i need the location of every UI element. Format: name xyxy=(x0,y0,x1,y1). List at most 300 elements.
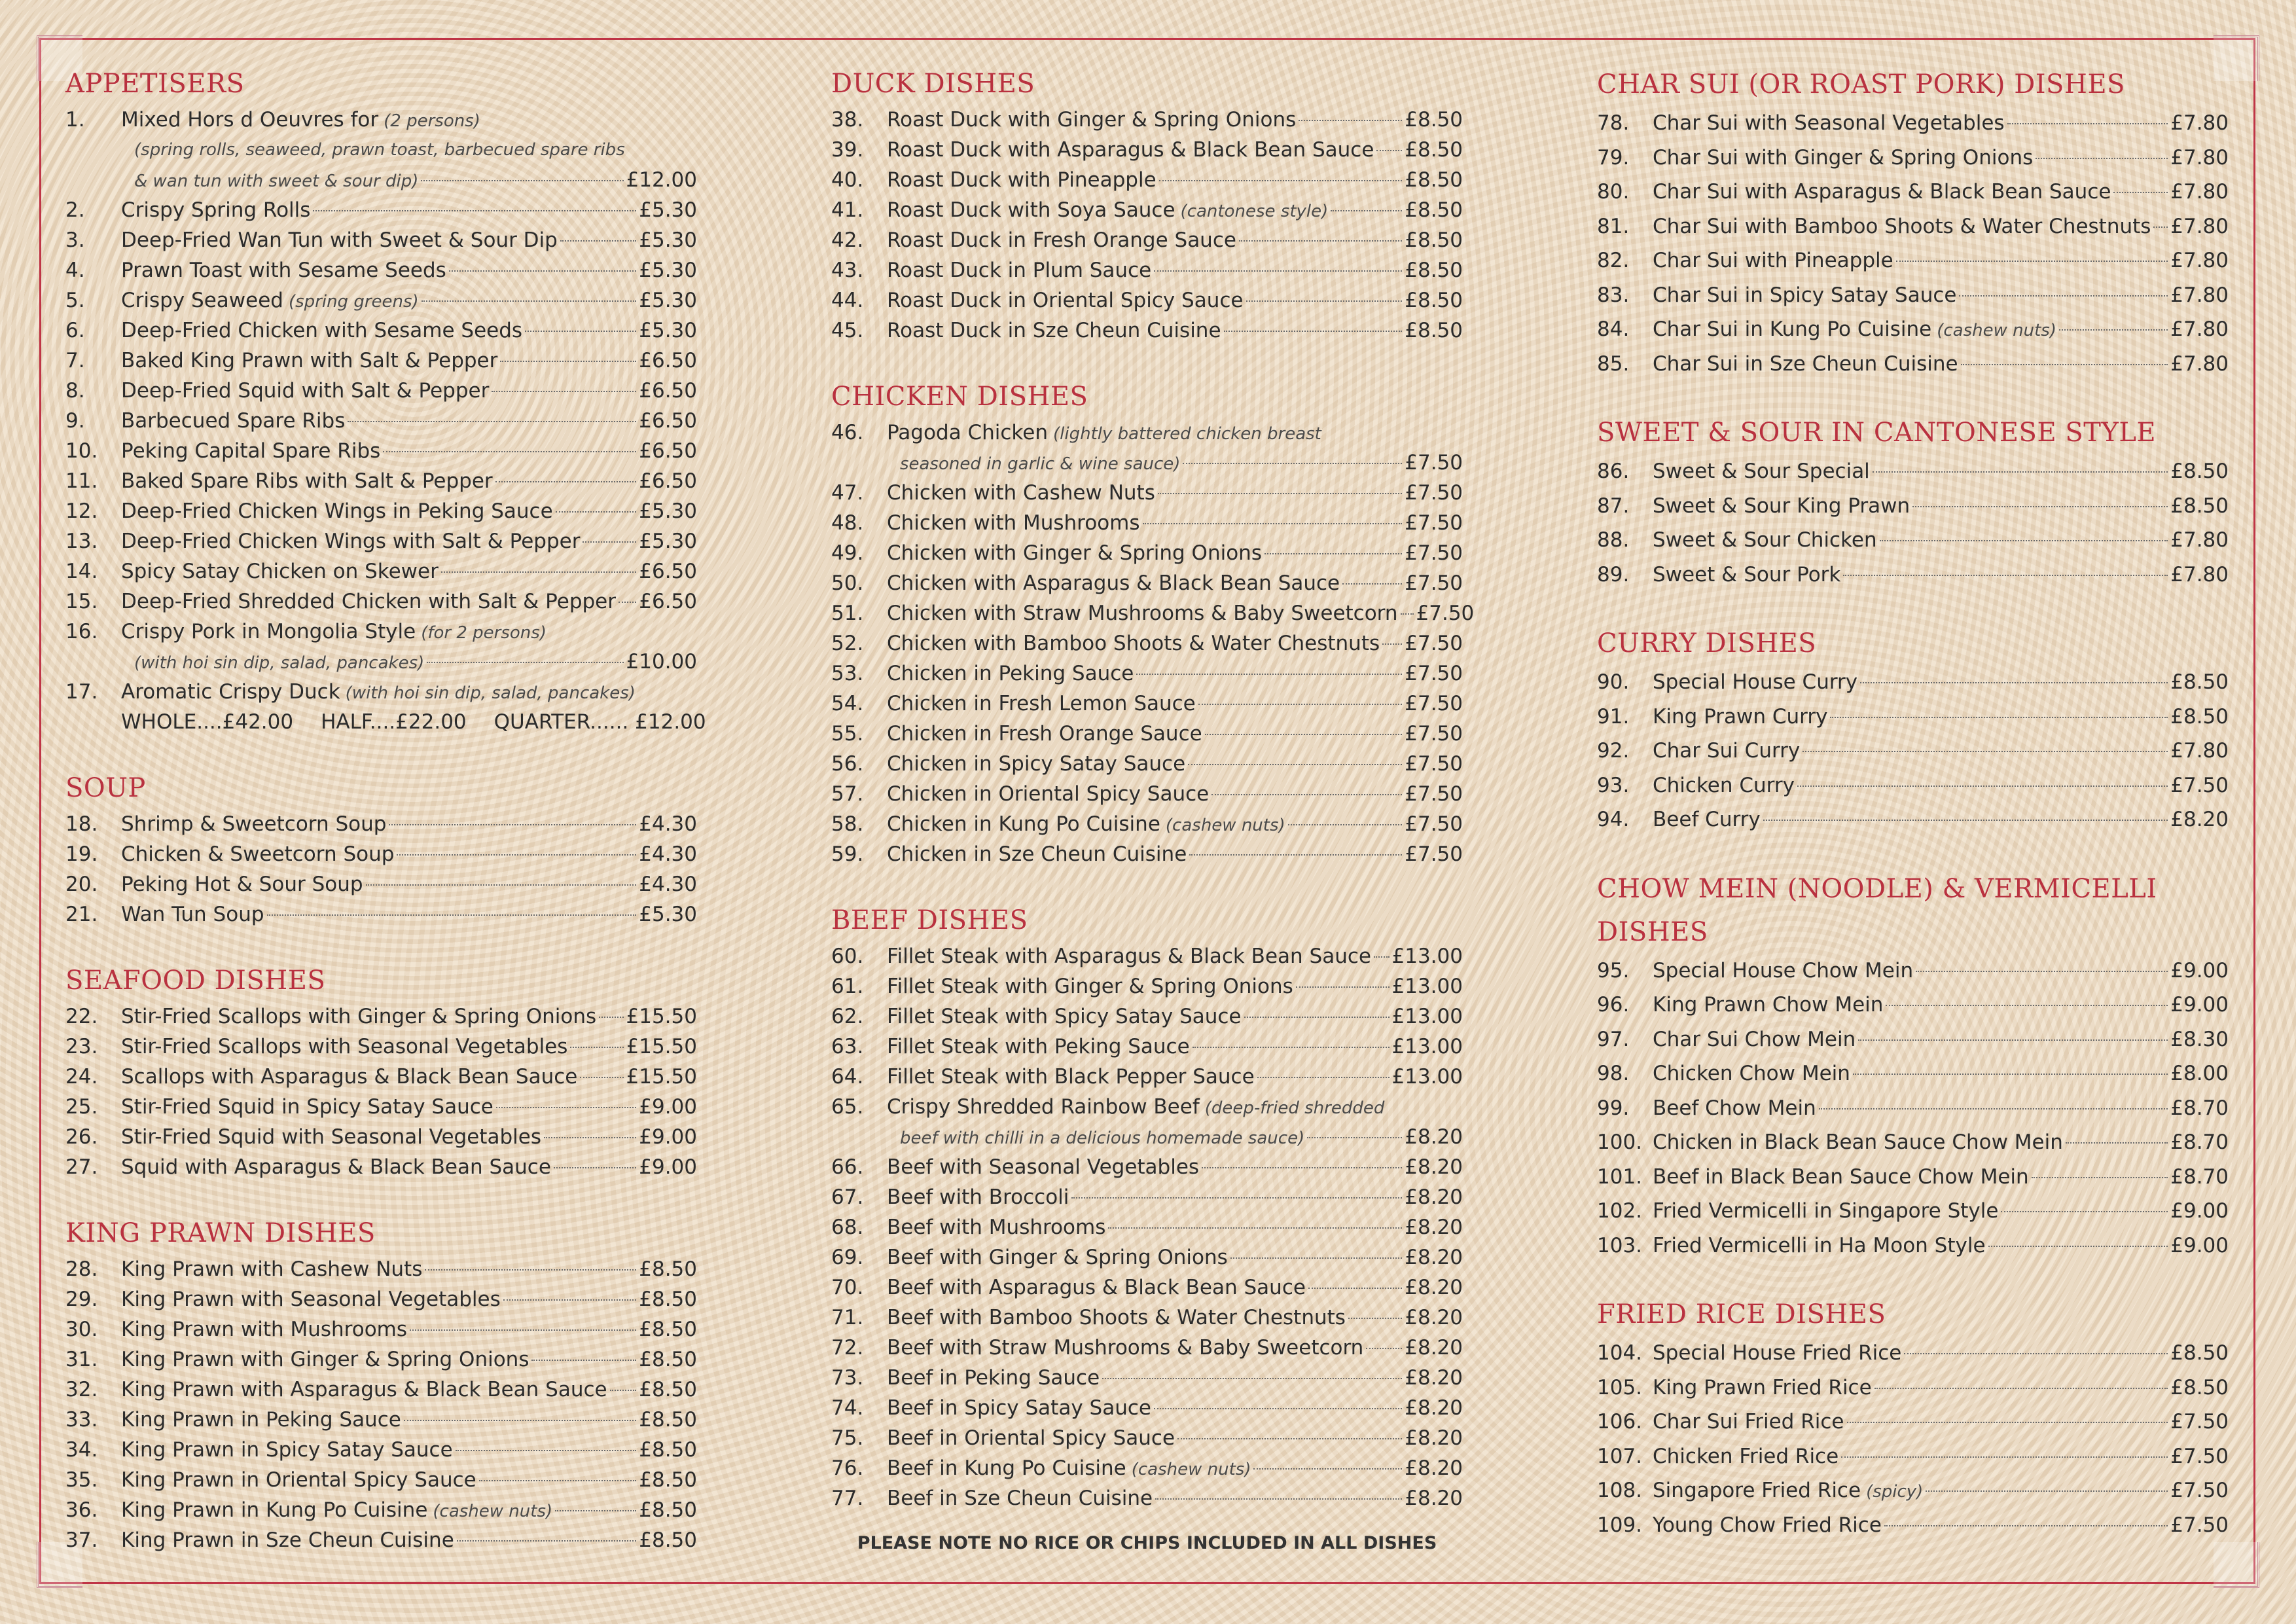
item-number: 11. xyxy=(65,469,98,493)
menu-item xyxy=(831,1242,1463,1272)
item-price: £7.50 xyxy=(1405,451,1463,475)
item-name: Beef in Spicy Satay Sauce xyxy=(887,1396,1151,1420)
menu-item xyxy=(1597,1125,2229,1160)
item-name: Beef Chow Mein xyxy=(1653,1096,1816,1120)
item-price: £8.50 xyxy=(639,1288,697,1311)
dot-leader xyxy=(366,884,637,886)
item-price: £8.50 xyxy=(2170,460,2229,483)
item-price: £7.50 xyxy=(1405,632,1463,655)
item-number: 62. xyxy=(831,1005,864,1028)
item-name: Chicken in Spicy Satay Sauce xyxy=(887,752,1186,776)
menu-item xyxy=(831,1152,1463,1182)
menu-item xyxy=(65,586,697,617)
item-price: £8.20 xyxy=(1405,1306,1463,1329)
item-description-text: (spring rolls, seaweed, prawn toast, barbecued spare ribs xyxy=(134,140,625,160)
item-name: Chicken with Ginger & Spring Onions xyxy=(887,541,1262,565)
dot-leader xyxy=(500,361,636,362)
item-number: 39. xyxy=(831,138,864,162)
dot-leader xyxy=(1246,300,1403,302)
menu-item xyxy=(831,195,1463,225)
item-price: £8.50 xyxy=(1405,138,1463,162)
menu-column-1 xyxy=(65,63,706,1585)
item-note: (with hoi sin dip, salad, pancakes) xyxy=(345,683,636,703)
menu-item xyxy=(65,869,697,899)
item-price: £8.50 xyxy=(1405,289,1463,312)
item-number: 25. xyxy=(65,1095,98,1119)
item-price: £8.20 xyxy=(1405,1426,1463,1450)
item-number: 7. xyxy=(65,349,85,372)
menu-item xyxy=(65,1495,697,1525)
dot-leader xyxy=(1374,956,1390,958)
menu-item xyxy=(831,659,1463,689)
item-price: £8.20 xyxy=(1405,1487,1463,1510)
menu-item xyxy=(65,105,697,135)
menu-item xyxy=(1597,1508,2229,1543)
item-price: £9.00 xyxy=(639,1095,697,1119)
item-number: 109. xyxy=(1597,1513,1643,1537)
item-name: Chicken Fried Rice xyxy=(1653,1444,1839,1468)
item-number: 43. xyxy=(831,259,864,282)
item-price: £8.50 xyxy=(639,1348,697,1371)
section-title: APPETISERS xyxy=(65,69,245,99)
item-name: Chicken & Sweetcorn Soup xyxy=(121,842,395,866)
item-price: £8.70 xyxy=(2170,1096,2229,1120)
dot-leader xyxy=(525,331,636,332)
item-price: £5.30 xyxy=(639,530,697,553)
item-name: Char Sui in Sze Cheun Cuisine xyxy=(1653,352,1958,376)
item-price: £9.00 xyxy=(639,1155,697,1179)
dot-leader xyxy=(1926,1490,2168,1492)
item-price: £8.20 xyxy=(1405,1366,1463,1390)
item-name: Peking Hot & Sour Soup xyxy=(121,873,363,896)
item-number: 41. xyxy=(831,198,864,222)
menu-item xyxy=(65,1092,697,1122)
dot-leader xyxy=(1239,240,1402,242)
dot-leader xyxy=(1177,1438,1402,1439)
item-name: Barbecued Spare Ribs xyxy=(121,409,346,433)
item-price: £6.50 xyxy=(639,349,697,372)
item-price: £5.30 xyxy=(639,289,697,312)
item-number: 69. xyxy=(831,1246,864,1269)
item-number: 67. xyxy=(831,1185,864,1209)
item-price: £8.50 xyxy=(639,1438,697,1462)
item-name: Fried Vermicelli in Ha Moon Style xyxy=(1653,1233,1986,1257)
menu-item xyxy=(831,1483,1463,1513)
menu-section xyxy=(65,767,697,929)
item-price: £8.20 xyxy=(1405,1276,1463,1299)
item-number: 71. xyxy=(831,1306,864,1329)
item-number: 22. xyxy=(65,1005,98,1028)
item-name: Chicken in Fresh Lemon Sauce xyxy=(887,692,1196,715)
item-price: £6.50 xyxy=(639,560,697,583)
menu-item xyxy=(1597,803,2229,837)
menu-item xyxy=(831,225,1463,255)
item-price: £8.50 xyxy=(1405,108,1463,132)
dot-leader xyxy=(1307,1137,1402,1138)
item-price: £9.00 xyxy=(2170,993,2229,1017)
item-number: 1. xyxy=(65,108,85,132)
item-name: Roast Duck in Fresh Orange Sauce xyxy=(887,228,1236,252)
item-number: 44. xyxy=(831,289,864,312)
item-name: Baked King Prawn with Salt & Pepper xyxy=(121,349,498,372)
menu-item xyxy=(1597,665,2229,700)
menu-item xyxy=(1597,1336,2229,1371)
portion-price: HALF....£22.00 xyxy=(321,710,467,734)
item-name: Fillet Steak with Peking Sauce xyxy=(887,1035,1190,1058)
menu-item xyxy=(1597,734,2229,768)
item-name: Char Sui with Pineapple xyxy=(1653,249,1893,272)
item-name: Chicken with Bamboo Shoots & Water Chestnuts xyxy=(887,632,1380,655)
menu-item xyxy=(1597,954,2229,988)
item-name: Deep-Fried Chicken Wings in Peking Sauce xyxy=(121,499,553,523)
menu-item xyxy=(831,165,1463,195)
item-name: Roast Duck in Oriental Spicy Sauce xyxy=(887,289,1244,312)
item-name: Chicken in Oriental Spicy Sauce xyxy=(887,782,1210,806)
menu-item xyxy=(831,285,1463,316)
item-name: Beef with Ginger & Spring Onions xyxy=(887,1246,1228,1269)
item-note: (cashew nuts) xyxy=(433,1502,553,1521)
menu-item xyxy=(831,1212,1463,1242)
item-name: King Prawn in Spicy Satay Sauce xyxy=(121,1438,453,1462)
dot-leader xyxy=(1244,1017,1390,1018)
menu-item xyxy=(1597,523,2229,558)
menu-item xyxy=(65,556,697,586)
item-number: 38. xyxy=(831,108,864,132)
dot-leader xyxy=(555,1510,636,1511)
item-name: Pagoda Chicken xyxy=(887,421,1048,444)
item-note: (spicy) xyxy=(1866,1482,1924,1502)
dot-leader xyxy=(1159,180,1403,181)
item-note: (cashew nuts) xyxy=(1165,816,1285,835)
item-number: 24. xyxy=(65,1065,98,1089)
item-number: 83. xyxy=(1597,283,1630,307)
menu-item xyxy=(65,677,697,707)
item-note: (lightly battered chicken breast xyxy=(1053,424,1321,444)
menu-item xyxy=(1597,244,2229,278)
item-number: 84. xyxy=(1597,317,1630,341)
item-name: Chicken with Mushrooms xyxy=(887,511,1140,535)
menu-item xyxy=(65,285,697,316)
menu-item xyxy=(1597,454,2229,489)
item-number: 53. xyxy=(831,662,864,685)
dot-leader xyxy=(544,1137,636,1138)
item-name: Special House Fried Rice xyxy=(1653,1341,1902,1365)
item-name: Deep-Fried Shredded Chicken with Salt & Pepper xyxy=(121,590,616,613)
item-price: £15.50 xyxy=(626,1065,697,1089)
menu-item xyxy=(831,478,1463,508)
item-price: £8.20 xyxy=(1405,1125,1463,1149)
item-price: £13.00 xyxy=(1391,945,1463,968)
menu-item xyxy=(831,809,1463,839)
item-price: £7.50 xyxy=(1405,541,1463,565)
item-number: 85. xyxy=(1597,352,1630,376)
menu-item xyxy=(65,1525,697,1555)
item-name: King Prawn Curry xyxy=(1653,704,1828,729)
item-description-text: (with hoi sin dip, salad, pancakes) xyxy=(134,653,425,673)
menu-item xyxy=(65,1314,697,1344)
menu-section xyxy=(65,1212,697,1555)
item-number: 47. xyxy=(831,481,864,505)
item-price: £8.50 xyxy=(1405,319,1463,342)
item-number: 92. xyxy=(1597,739,1630,763)
menu-item xyxy=(65,1032,697,1062)
dot-leader xyxy=(267,914,637,916)
item-price: £9.00 xyxy=(2170,958,2229,983)
item-number: 54. xyxy=(831,692,864,715)
item-number: 16. xyxy=(65,620,98,643)
item-number: 73. xyxy=(831,1366,864,1390)
item-price: £6.50 xyxy=(639,379,697,403)
menu-item xyxy=(65,1122,697,1152)
menu-item xyxy=(831,508,1463,538)
menu-item xyxy=(831,538,1463,568)
item-number: 87. xyxy=(1597,494,1630,518)
dot-leader xyxy=(449,270,636,272)
item-number: 33. xyxy=(65,1408,98,1432)
dot-leader xyxy=(421,180,623,181)
dot-leader xyxy=(1253,1468,1402,1470)
section-title-continued: DISHES xyxy=(1597,916,1708,947)
item-number: 14. xyxy=(65,560,98,583)
item-number: 56. xyxy=(831,752,864,776)
menu-item xyxy=(831,971,1463,1001)
item-number: 95. xyxy=(1597,958,1630,983)
dot-leader xyxy=(1847,1422,2168,1423)
menu-item xyxy=(831,1182,1463,1212)
item-name: Chicken in Fresh Orange Sauce xyxy=(887,722,1202,746)
dot-leader xyxy=(610,1390,637,1391)
item-number: 65. xyxy=(831,1095,864,1119)
item-number: 91. xyxy=(1597,704,1630,729)
dot-leader xyxy=(599,1017,623,1018)
item-name: Deep-Fried Chicken with Sesame Seeds xyxy=(121,319,523,342)
menu-item xyxy=(65,255,697,285)
item-price: £12.00 xyxy=(626,168,697,192)
item-name: Beef with Bamboo Shoots & Water Chestnuts xyxy=(887,1306,1346,1329)
item-price: £13.00 xyxy=(1391,1065,1463,1089)
dot-leader xyxy=(427,662,623,663)
item-number: 30. xyxy=(65,1318,98,1341)
item-number: 27. xyxy=(65,1155,98,1179)
item-price: £7.50 xyxy=(1405,511,1463,535)
item-price: £8.50 xyxy=(1405,228,1463,252)
item-number: 4. xyxy=(65,259,85,282)
item-name: Chicken with Asparagus & Black Bean Sauce xyxy=(887,571,1340,595)
item-price: £8.50 xyxy=(1405,168,1463,192)
item-number: 58. xyxy=(831,812,864,836)
menu-item xyxy=(65,496,697,526)
item-name: Fillet Steak with Ginger & Spring Onions xyxy=(887,975,1293,998)
item-number: 75. xyxy=(831,1426,864,1450)
item-number: 51. xyxy=(831,602,864,625)
item-number: 31. xyxy=(65,1348,98,1371)
menu-item xyxy=(831,1303,1463,1333)
item-name: King Prawn in Kung Po Cuisine xyxy=(121,1498,428,1522)
item-name: Shrimp & Sweetcorn Soup xyxy=(121,812,387,836)
item-description-text: beef with chilli in a delicious homemade sauce) xyxy=(900,1128,1305,1148)
menu-item xyxy=(65,1405,697,1435)
item-price: £10.00 xyxy=(626,650,697,674)
item-note: (spring greens) xyxy=(288,292,419,312)
dot-leader xyxy=(1183,463,1402,464)
dot-leader xyxy=(1136,674,1402,675)
item-price: £6.50 xyxy=(639,409,697,433)
menu-item xyxy=(65,1152,697,1182)
dot-leader xyxy=(1382,643,1402,645)
item-number: 19. xyxy=(65,842,98,866)
item-name: Roast Duck with Soya Sauce xyxy=(887,198,1175,222)
item-number: 101. xyxy=(1597,1164,1643,1189)
dot-leader xyxy=(2007,123,2168,124)
item-price: £8.50 xyxy=(639,1378,697,1401)
dot-leader xyxy=(1830,717,2168,718)
section-title: SEAFOOD DISHES xyxy=(65,965,326,996)
dot-leader xyxy=(554,1167,636,1168)
dot-leader xyxy=(2032,1177,2168,1178)
item-number: 28. xyxy=(65,1257,98,1281)
dot-leader xyxy=(1331,210,1402,211)
dot-leader xyxy=(619,602,636,603)
item-number: 98. xyxy=(1597,1062,1630,1085)
section-title: BEEF DISHES xyxy=(831,905,1028,935)
item-price: £8.50 xyxy=(2170,670,2229,694)
item-number: 97. xyxy=(1597,1027,1630,1051)
menu-item xyxy=(831,568,1463,598)
item-description-text: & wan tun with sweet & sour dip) xyxy=(134,171,419,191)
item-price: £8.50 xyxy=(639,1318,697,1341)
menu-item xyxy=(65,1465,697,1495)
item-name: King Prawn with Cashew Nuts xyxy=(121,1257,423,1281)
menu-item xyxy=(831,719,1463,749)
dot-leader xyxy=(1205,734,1403,735)
item-price: £13.00 xyxy=(1391,1005,1463,1028)
menu-section xyxy=(1597,1293,2229,1542)
item-name: Beef with Broccoli xyxy=(887,1185,1069,1209)
item-name: Aromatic Crispy Duck xyxy=(121,680,340,704)
item-price: £7.50 xyxy=(2170,1410,2229,1434)
item-name: Roast Duck with Asparagus & Black Bean Sauce xyxy=(887,138,1374,162)
item-number: 23. xyxy=(65,1035,98,1058)
menu-item xyxy=(831,105,1463,135)
item-name: Baked Spare Ribs with Salt & Pepper xyxy=(121,469,493,493)
menu-item xyxy=(831,779,1463,809)
section-title: FRIED RICE DISHES xyxy=(1597,1299,1886,1329)
item-name: Char Sui in Spicy Satay Sauce xyxy=(1653,283,1957,307)
dot-leader xyxy=(479,1480,637,1481)
item-name: Sweet & Sour Special xyxy=(1653,460,1870,483)
menu-item xyxy=(1597,1091,2229,1126)
item-name: Chicken Curry xyxy=(1653,773,1795,797)
item-price: £5.30 xyxy=(639,903,697,926)
item-number: 12. xyxy=(65,499,98,523)
dot-leader xyxy=(1230,1257,1402,1259)
dot-leader xyxy=(2066,1142,2168,1144)
item-name: Char Sui with Asparagus & Black Bean Sauce xyxy=(1653,180,2111,204)
item-description xyxy=(65,165,697,195)
dot-leader xyxy=(1904,1353,2168,1354)
item-number: 21. xyxy=(65,903,98,926)
dot-leader xyxy=(425,1269,636,1271)
item-note: (cantonese style) xyxy=(1180,202,1329,221)
item-price: £7.80 xyxy=(2170,214,2229,238)
item-name: Deep-Fried Wan Tun with Sweet & Sour Dip xyxy=(121,228,558,252)
item-price: £8.50 xyxy=(2170,494,2229,518)
menu-item xyxy=(831,1363,1463,1393)
item-name: Beef with Straw Mushrooms & Baby Sweetcorn xyxy=(887,1336,1364,1360)
item-price: £8.20 xyxy=(1405,1456,1463,1480)
dot-leader xyxy=(1912,506,2168,507)
item-number: 37. xyxy=(65,1528,98,1552)
item-name: Char Sui with Ginger & Spring Onions xyxy=(1653,145,2034,170)
item-price: £7.80 xyxy=(2170,528,2229,552)
menu-item xyxy=(831,1453,1463,1483)
item-name: King Prawn with Seasonal Vegetables xyxy=(121,1288,501,1311)
dot-leader xyxy=(1803,751,2168,752)
menu-item xyxy=(65,1001,697,1032)
menu-item xyxy=(65,406,697,436)
item-description-text: seasoned in garlic & wine sauce) xyxy=(900,454,1181,474)
menu-item xyxy=(65,316,697,346)
item-price: £8.50 xyxy=(1405,259,1463,282)
dot-leader xyxy=(1108,1227,1402,1229)
item-name: King Prawn with Asparagus & Black Bean Sauce xyxy=(121,1378,607,1401)
menu-item xyxy=(1597,141,2229,175)
menu-item xyxy=(831,135,1463,165)
item-price: £5.30 xyxy=(639,198,697,222)
dot-leader xyxy=(1959,295,2168,297)
item-price: £9.00 xyxy=(639,1125,697,1149)
menu-item xyxy=(831,418,1463,448)
item-number: 55. xyxy=(831,722,864,746)
item-price: £15.50 xyxy=(626,1035,697,1058)
item-price: £6.50 xyxy=(639,439,697,463)
item-price: £7.80 xyxy=(2170,739,2229,763)
item-number: 40. xyxy=(831,168,864,192)
item-number: 57. xyxy=(831,782,864,806)
item-name: Roast Duck in Plum Sauce xyxy=(887,259,1152,282)
item-number: 99. xyxy=(1597,1096,1630,1120)
menu-item xyxy=(831,1032,1463,1062)
menu-item xyxy=(65,1284,697,1314)
dot-leader xyxy=(1763,820,2168,821)
item-number: 93. xyxy=(1597,773,1630,797)
menu-section xyxy=(1597,411,2229,592)
dot-leader xyxy=(1224,331,1403,332)
menu-item xyxy=(1597,278,2229,313)
item-note: (deep-fried shredded xyxy=(1204,1098,1385,1118)
item-price: £8.50 xyxy=(2170,1375,2229,1399)
dot-leader xyxy=(1154,270,1402,272)
item-name: Char Sui with Seasonal Vegetables xyxy=(1653,111,2005,135)
item-description xyxy=(65,647,697,677)
item-name: Crispy Spring Rolls xyxy=(121,198,311,222)
menu-item xyxy=(65,617,697,647)
item-name: Beef with Seasonal Vegetables xyxy=(887,1155,1200,1179)
dot-leader xyxy=(1198,704,1402,705)
dot-leader xyxy=(2153,226,2168,228)
menu-item xyxy=(831,749,1463,779)
dot-leader xyxy=(1193,1047,1390,1048)
menu-item xyxy=(1597,1194,2229,1229)
dot-leader xyxy=(2113,192,2168,193)
menu-section xyxy=(1597,622,2229,837)
item-name: Crispy Shredded Rainbow Beef xyxy=(887,1095,1200,1119)
menu-item xyxy=(1597,1371,2229,1405)
menu-item xyxy=(1597,1056,2229,1091)
item-price: £7.80 xyxy=(2170,249,2229,272)
dot-leader xyxy=(1288,824,1403,825)
menu-item xyxy=(1597,1439,2229,1474)
